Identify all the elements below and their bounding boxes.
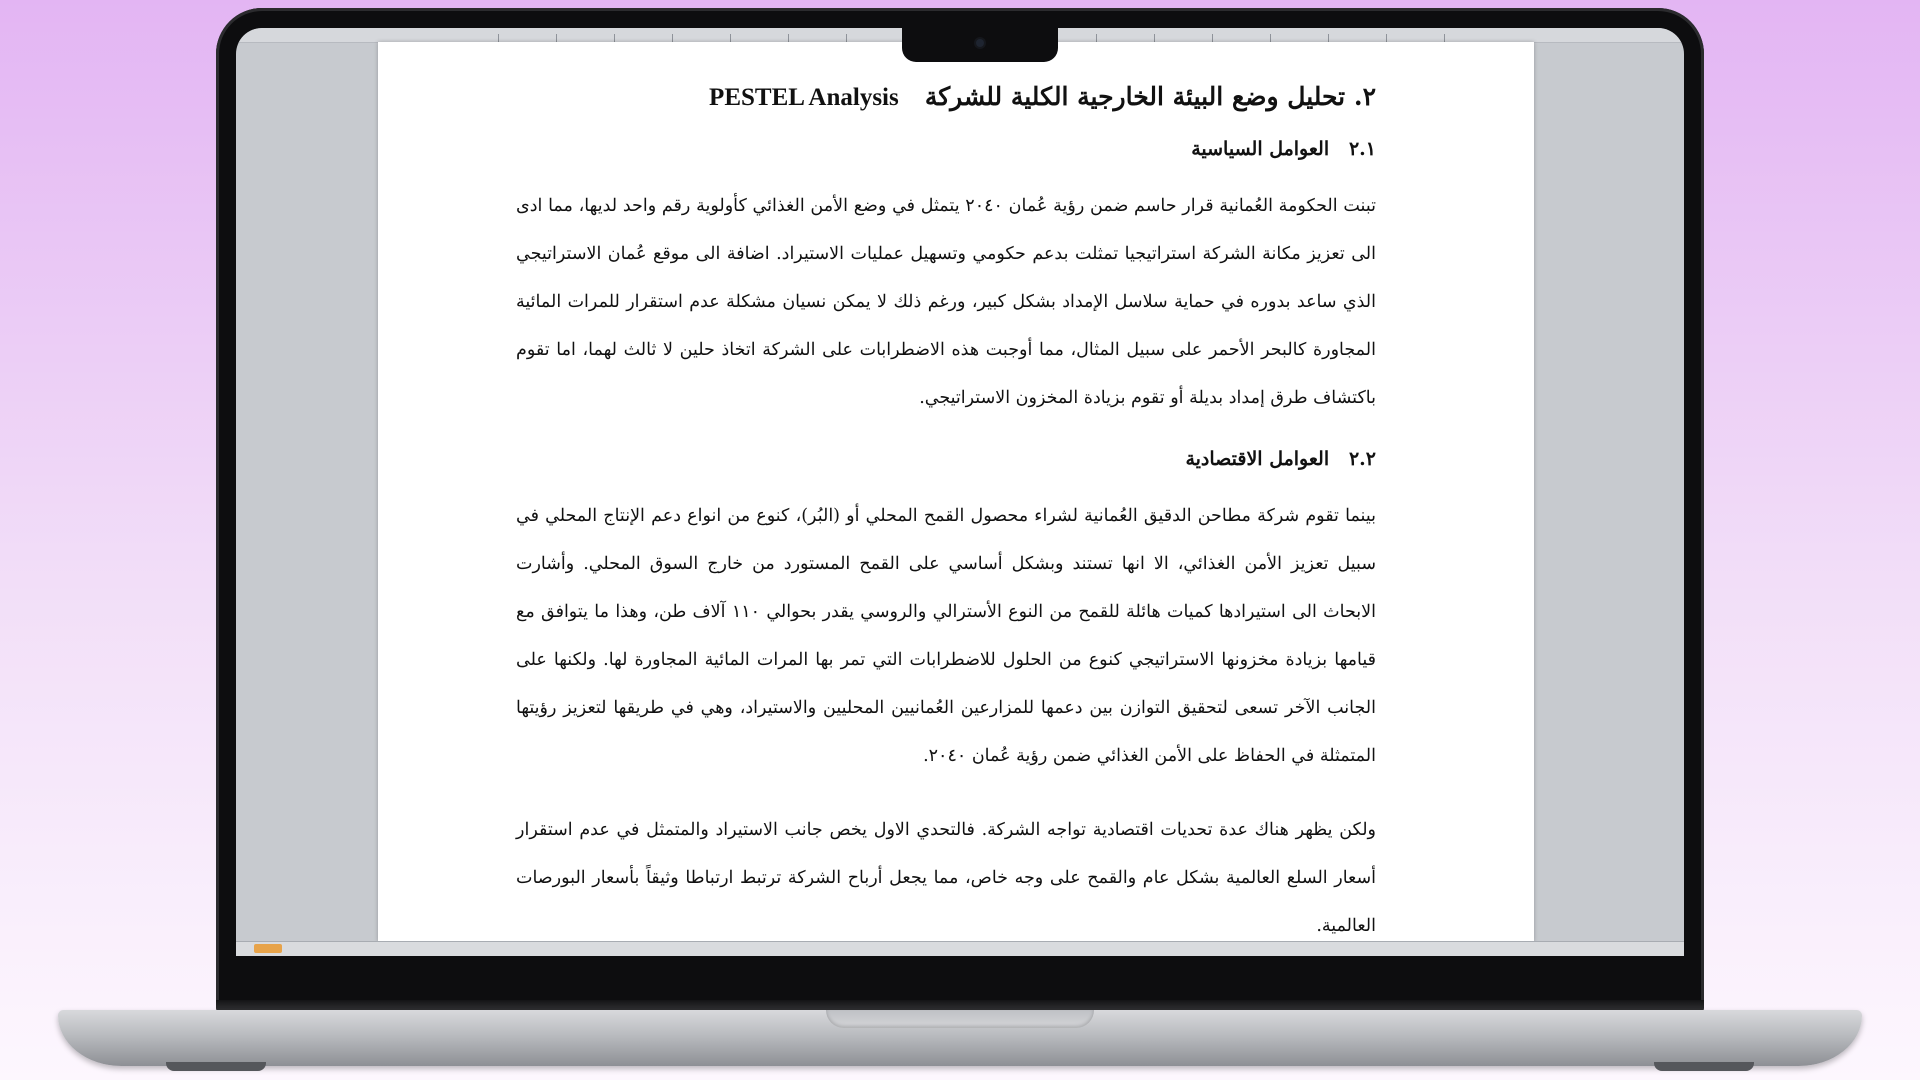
heading-latin: PESTEL Analysis (709, 84, 899, 111)
section-heading-economic (1185, 448, 1376, 470)
laptop-foot (1654, 1062, 1754, 1071)
status-bar (236, 941, 1684, 956)
section-title: العوامل الاقتصادية (1185, 448, 1330, 470)
ruler-tick (1386, 34, 1387, 42)
status-indicator[interactable] (254, 944, 282, 953)
ruler-tick (1096, 34, 1097, 42)
ruler-tick (1328, 34, 1329, 42)
ruler-tick (1270, 34, 1271, 42)
lid-opening-notch (826, 1010, 1094, 1028)
section-number: ٢.١ (1348, 138, 1376, 160)
ruler-tick (1212, 34, 1213, 42)
ruler-tick (614, 34, 615, 42)
main-heading (709, 82, 1376, 112)
document-page[interactable] (378, 42, 1534, 942)
ruler-tick (1444, 34, 1445, 42)
paragraph-economic-1: بينما تقوم شركة مطاحن الدقيق العُمانية لشراء محصول القمح المحلي أو (البُر)، كنوع من انواع دعم الإنتاج المحلي في سبيل تعزيز الأمن الغذائي، الا انها تستند وبشكل أساسي على القمح المستورد من خارج السوق المحلي. وأشارت الابحاث الى استيرادها كميات هائلة للقمح من النوع الأسترالي والروسي يقدر بحوالي ١١٠ آلاف طن، وهذا ما يتوافق مع قيامها بزيادة مخزونها الاستراتيجي كنوع من الحلول للاضطرابات التي تمر بها المرات المائية المجاورة لها. ولكنها على الجانب الآخر تسعى لتحقيق التوازن بين دعمها للمزارعين العُمانيين المحليين والاستيراد، وهي في طريقها لتعزيز رؤيتها المتمثلة في الحفاظ على الأمن الغذائي ضمن رؤية عُمان ٢٠٤٠. (516, 506, 1376, 766)
laptop-lid (216, 8, 1704, 1008)
ruler-tick (846, 34, 847, 42)
heading-number: ٢. (1353, 82, 1376, 111)
ruler-tick (672, 34, 673, 42)
paragraph-political: تبنت الحكومة العُمانية قرار حاسم ضمن رؤية عُمان ٢٠٤٠ يتمثل في وضع الأمن الغذائي كأولوية رقم واحد لديها، مما ادى الى تعزيز مكانة الشركة استراتيجيا تمثلت بدعم حكومي وتسهيل عمليات الاستيراد. اضافة الى موقع عُمان الاستراتيجي الذي ساعد بدوره في حماية سلاسل الإمداد بشكل كبير، ورغم ذلك لا يمكن نسيان مشكلة عدم استقرار للمرات المائية المجاورة كالبحر الأحمر على سبيل المثال، مما أوجبت هذه الاضطرابات على الشركة اتخاذ حلين لا ثالث لهما، اما تقوم باكتشاف طرق إمداد بديلة أو تقوم بزيادة المخزون الاستراتيجي. (516, 196, 1376, 408)
camera-notch (902, 28, 1058, 62)
laptop-base (58, 1010, 1862, 1066)
section-number: ٢.٢ (1348, 448, 1376, 470)
ruler-tick (788, 34, 789, 42)
ruler-tick (556, 34, 557, 42)
heading-arabic: تحليل وضع البيئة الخارجية الكلية للشركة (924, 82, 1346, 111)
ruler-tick (730, 34, 731, 42)
laptop-screen (236, 28, 1684, 956)
laptop-foot (166, 1062, 266, 1071)
camera-icon (976, 39, 984, 47)
ruler-tick (1154, 34, 1155, 42)
ruler-tick (498, 34, 499, 42)
paragraph-economic-2: ولكن يظهر هناك عدة تحديات اقتصادية تواجه الشركة. فالتحدي الاول يخص جانب الاستيراد والمتمثل في عدم استقرار أسعار السلع العالمية بشكل عام والقمح على وجه خاص، مما يجعل أرباح الشركة ترتبط ارتباطا وثيقاً بأسعار البورصات العالمية. (516, 820, 1376, 936)
section-title: العوامل السياسية (1191, 138, 1330, 160)
section-heading-political (1191, 138, 1376, 160)
